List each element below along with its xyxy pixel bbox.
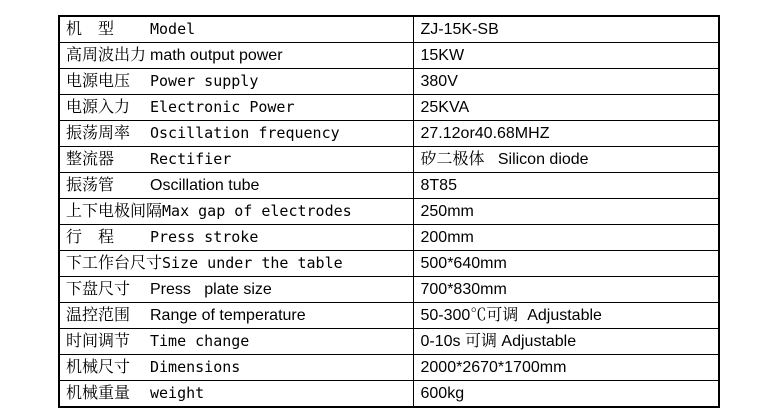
- spec-label-zh: 电源入力: [66, 99, 131, 116]
- spec-label-zh: 下工作台尺寸: [66, 255, 163, 272]
- spec-table: [58, 15, 720, 408]
- spec-value-cell: 25KVA: [413, 95, 719, 121]
- spec-label-zh: 行 程: [66, 229, 115, 246]
- spec-label-cell: [59, 251, 413, 277]
- spec-label-en: math output power: [150, 47, 283, 64]
- spec-value-cell: 50-300℃可调 Adjustable: [413, 303, 719, 329]
- spec-value-cell: 27.12or40.68MHZ: [413, 121, 719, 147]
- spec-label-zh: 电源电压: [66, 73, 131, 90]
- spec-label-en: Range of temperature: [150, 307, 306, 324]
- spec-value-cell: 15KW: [413, 43, 719, 69]
- spec-value-cell: 矽二极体 Silicon diode: [413, 147, 719, 173]
- spec-label-zh: 振荡周率: [66, 125, 131, 142]
- spec-label-en: weight: [150, 384, 205, 402]
- spec-label-zh: 时间调节: [66, 333, 131, 350]
- spec-label-cell: [59, 381, 413, 408]
- table-row: [59, 95, 719, 121]
- spec-label-en: Power supply: [150, 72, 259, 90]
- spec-label-en: Dimensions: [150, 358, 241, 376]
- spec-label-cell: [59, 173, 413, 199]
- table-row: [59, 225, 719, 251]
- spec-label-cell: [59, 43, 413, 69]
- spec-label-cell: [59, 95, 413, 121]
- spec-label-zh: 下盘尺寸: [66, 281, 131, 298]
- spec-label-zh: 温控范围: [66, 307, 131, 324]
- spec-value-cell: ZJ-15K-SB: [413, 16, 719, 43]
- table-row: [59, 381, 719, 408]
- spec-value-cell: 2000*2670*1700mm: [413, 355, 719, 381]
- spec-label-en: Max gap of electrodes: [162, 202, 352, 220]
- spec-label-en: Size under the table: [162, 254, 343, 272]
- spec-label-en: Time change: [150, 332, 250, 350]
- table-row: [59, 303, 719, 329]
- spec-label-cell: [59, 16, 413, 43]
- spec-label-zh: 高周波出力: [66, 47, 147, 64]
- spec-value-cell: 8T85: [413, 173, 719, 199]
- spec-label-zh: 机械尺寸: [66, 359, 131, 376]
- table-row: [59, 69, 719, 95]
- spec-label-zh: 上下电极间隔: [66, 203, 163, 220]
- spec-label-cell: [59, 277, 413, 303]
- table-row: [59, 173, 719, 199]
- spec-label-cell: [59, 147, 413, 173]
- spec-label-zh: 机 型: [66, 21, 115, 38]
- spec-label-zh: 整流器: [66, 151, 115, 168]
- spec-label-cell: [59, 121, 413, 147]
- spec-label-cell: [59, 69, 413, 95]
- spec-label-cell: [59, 329, 413, 355]
- spec-label-en: Oscillation tube: [150, 177, 260, 194]
- spec-label-en: Model: [150, 20, 196, 38]
- spec-label-en: Press plate size: [150, 281, 272, 298]
- table-row: [59, 43, 719, 69]
- table-row: [59, 199, 719, 225]
- spec-label-cell: [59, 355, 413, 381]
- spec-value-cell: 250mm: [413, 199, 719, 225]
- spec-value-cell: 380V: [413, 69, 719, 95]
- spec-label-en: Press stroke: [150, 228, 259, 246]
- table-row: [59, 355, 719, 381]
- spec-label-en: Oscillation frequency: [150, 124, 340, 142]
- spec-label-zh: 机械重量: [66, 385, 131, 402]
- spec-table-body: [59, 16, 719, 407]
- spec-label-cell: [59, 199, 413, 225]
- spec-label-en: Rectifier: [150, 150, 232, 168]
- spec-value-cell: 500*640mm: [413, 251, 719, 277]
- spec-label-zh: 振荡管: [66, 177, 115, 194]
- table-row: [59, 121, 719, 147]
- table-row: [59, 16, 719, 43]
- spec-value-cell: 600kg: [413, 381, 719, 408]
- table-row: [59, 147, 719, 173]
- spec-value-cell: 700*830mm: [413, 277, 719, 303]
- table-row: [59, 277, 719, 303]
- spec-label-cell: [59, 303, 413, 329]
- spec-label-en: Electronic Power: [150, 98, 295, 116]
- spec-label-cell: [59, 225, 413, 251]
- table-row: [59, 329, 719, 355]
- spec-value-cell: 0-10s 可调 Adjustable: [413, 329, 719, 355]
- spec-value-cell: 200mm: [413, 225, 719, 251]
- table-row: [59, 251, 719, 277]
